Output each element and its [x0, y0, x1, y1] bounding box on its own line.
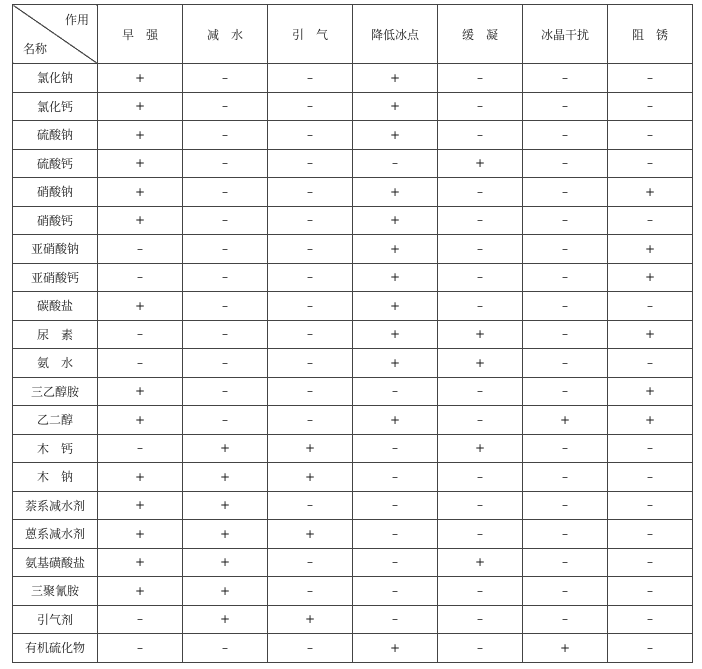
function-mark-cell: –: [608, 520, 693, 549]
table-row: [13, 548, 693, 577]
function-mark-cell: –: [523, 178, 608, 207]
function-mark-cell: –: [523, 149, 608, 178]
function-mark-cell: +: [183, 491, 268, 520]
function-mark-cell: –: [353, 605, 438, 634]
function-mark-cell: –: [608, 206, 693, 235]
function-mark-cell: –: [353, 520, 438, 549]
function-mark-cell: +: [98, 548, 183, 577]
function-mark-cell: –: [523, 605, 608, 634]
function-mark-cell: –: [268, 263, 353, 292]
row-name-cell: 亚硝酸钙: [13, 263, 98, 292]
function-mark-cell: +: [98, 491, 183, 520]
function-mark-cell: –: [183, 178, 268, 207]
function-mark-cell: –: [268, 92, 353, 121]
function-mark-cell: –: [438, 377, 523, 406]
function-mark-cell: –: [523, 463, 608, 492]
function-mark-cell: +: [608, 178, 693, 207]
row-name-cell: 木 钠: [13, 463, 98, 492]
function-mark-cell: –: [268, 235, 353, 264]
column-header: 降低冰点: [353, 5, 438, 64]
function-mark-cell: +: [98, 463, 183, 492]
table-row: [13, 434, 693, 463]
function-mark-cell: +: [353, 292, 438, 321]
function-mark-cell: +: [438, 434, 523, 463]
function-mark-cell: –: [438, 64, 523, 93]
function-mark-cell: –: [268, 292, 353, 321]
function-mark-cell: +: [98, 406, 183, 435]
row-name-cell: 亚硝酸钠: [13, 235, 98, 264]
function-mark-cell: –: [438, 406, 523, 435]
table-row: [13, 235, 693, 264]
function-mark-cell: +: [98, 92, 183, 121]
function-mark-cell: –: [608, 548, 693, 577]
function-mark-cell: –: [523, 263, 608, 292]
row-name-cell: 硝酸钠: [13, 178, 98, 207]
function-mark-cell: –: [438, 263, 523, 292]
function-mark-cell: +: [98, 121, 183, 150]
function-mark-cell: –: [353, 377, 438, 406]
row-name-cell: 引气剂: [13, 605, 98, 634]
row-name-cell: 氯化钙: [13, 92, 98, 121]
row-name-cell: 蒽系减水剂: [13, 520, 98, 549]
function-mark-cell: +: [268, 434, 353, 463]
function-mark-cell: –: [268, 577, 353, 606]
function-mark-cell: +: [98, 178, 183, 207]
function-mark-cell: –: [523, 292, 608, 321]
corner-label-name: 名称: [23, 42, 48, 56]
function-mark-cell: +: [608, 320, 693, 349]
function-mark-cell: –: [98, 349, 183, 378]
function-mark-cell: –: [438, 520, 523, 549]
function-mark-cell: +: [98, 577, 183, 606]
function-mark-cell: –: [268, 178, 353, 207]
function-mark-cell: +: [608, 235, 693, 264]
function-mark-cell: –: [268, 548, 353, 577]
function-mark-cell: –: [268, 377, 353, 406]
function-mark-cell: –: [523, 235, 608, 264]
function-mark-cell: +: [438, 149, 523, 178]
function-mark-cell: –: [438, 463, 523, 492]
function-mark-cell: –: [183, 320, 268, 349]
function-mark-cell: +: [183, 520, 268, 549]
function-mark-cell: –: [608, 64, 693, 93]
function-mark-cell: –: [183, 235, 268, 264]
row-name-cell: 氨 水: [13, 349, 98, 378]
row-name-cell: 氯化钠: [13, 64, 98, 93]
function-mark-cell: +: [608, 263, 693, 292]
table-row: [13, 92, 693, 121]
row-name-cell: 三乙醇胺: [13, 377, 98, 406]
function-mark-cell: +: [183, 434, 268, 463]
function-mark-cell: –: [608, 463, 693, 492]
function-mark-cell: –: [438, 92, 523, 121]
table-row: [13, 605, 693, 634]
function-mark-cell: –: [608, 149, 693, 178]
function-mark-cell: –: [268, 64, 353, 93]
function-mark-cell: +: [438, 548, 523, 577]
function-mark-cell: –: [438, 292, 523, 321]
function-mark-cell: +: [608, 406, 693, 435]
function-mark-cell: +: [353, 92, 438, 121]
function-mark-cell: –: [268, 320, 353, 349]
table-row: [13, 463, 693, 492]
function-mark-cell: –: [183, 349, 268, 378]
function-mark-cell: –: [523, 491, 608, 520]
function-mark-cell: –: [608, 292, 693, 321]
function-mark-cell: +: [438, 320, 523, 349]
column-header: 引 气: [268, 5, 353, 64]
row-name-cell: 氨基磺酸盐: [13, 548, 98, 577]
function-mark-cell: +: [268, 463, 353, 492]
function-mark-cell: +: [353, 64, 438, 93]
row-name-cell: 三聚氰胺: [13, 577, 98, 606]
column-header: 阻 锈: [608, 5, 693, 64]
function-mark-cell: –: [268, 206, 353, 235]
function-mark-cell: +: [183, 605, 268, 634]
function-mark-cell: +: [183, 548, 268, 577]
function-mark-cell: +: [608, 377, 693, 406]
table-row: [13, 292, 693, 321]
function-mark-cell: –: [353, 548, 438, 577]
table-row: [13, 634, 693, 663]
function-mark-cell: –: [438, 121, 523, 150]
function-mark-cell: +: [98, 64, 183, 93]
corner-header-cell: [13, 5, 98, 64]
table-row: [13, 263, 693, 292]
table-row: [13, 349, 693, 378]
function-mark-cell: –: [183, 292, 268, 321]
function-mark-cell: –: [608, 605, 693, 634]
function-mark-cell: +: [268, 520, 353, 549]
table-row: [13, 121, 693, 150]
row-name-cell: 尿 素: [13, 320, 98, 349]
function-mark-cell: –: [438, 206, 523, 235]
function-mark-cell: +: [353, 121, 438, 150]
function-mark-cell: –: [523, 577, 608, 606]
function-mark-cell: –: [183, 64, 268, 93]
function-mark-cell: –: [353, 491, 438, 520]
function-mark-cell: –: [98, 434, 183, 463]
function-mark-cell: –: [608, 121, 693, 150]
function-mark-cell: –: [523, 320, 608, 349]
function-mark-cell: +: [98, 520, 183, 549]
function-mark-cell: –: [183, 92, 268, 121]
row-name-cell: 硝酸钙: [13, 206, 98, 235]
function-mark-cell: –: [523, 206, 608, 235]
table-row: [13, 377, 693, 406]
table-row: [13, 64, 693, 93]
function-mark-cell: +: [353, 406, 438, 435]
function-mark-cell: –: [98, 605, 183, 634]
table-row: [13, 520, 693, 549]
function-mark-cell: –: [608, 349, 693, 378]
function-mark-cell: –: [523, 548, 608, 577]
column-header: 早 强: [98, 5, 183, 64]
function-mark-cell: +: [353, 178, 438, 207]
function-mark-cell: –: [523, 64, 608, 93]
row-name-cell: 木 钙: [13, 434, 98, 463]
function-mark-cell: –: [523, 377, 608, 406]
function-mark-cell: +: [438, 349, 523, 378]
function-mark-cell: –: [268, 406, 353, 435]
function-mark-cell: –: [183, 263, 268, 292]
function-mark-cell: +: [353, 263, 438, 292]
function-mark-cell: +: [523, 406, 608, 435]
function-mark-cell: –: [98, 320, 183, 349]
admixture-function-table: [12, 4, 693, 663]
row-name-cell: 萘系减水剂: [13, 491, 98, 520]
function-mark-cell: –: [183, 406, 268, 435]
function-mark-cell: –: [98, 263, 183, 292]
function-mark-cell: +: [183, 577, 268, 606]
function-mark-cell: –: [268, 349, 353, 378]
header-row: [13, 5, 693, 64]
function-mark-cell: +: [353, 320, 438, 349]
function-mark-cell: –: [438, 235, 523, 264]
function-mark-cell: +: [268, 605, 353, 634]
function-mark-cell: –: [438, 605, 523, 634]
function-mark-cell: +: [353, 206, 438, 235]
function-mark-cell: –: [353, 434, 438, 463]
function-mark-cell: –: [608, 577, 693, 606]
function-mark-cell: –: [608, 434, 693, 463]
column-header: 缓 凝: [438, 5, 523, 64]
function-mark-cell: +: [98, 377, 183, 406]
function-mark-cell: –: [608, 491, 693, 520]
function-mark-cell: –: [353, 149, 438, 178]
column-header: 冰晶干扰: [523, 5, 608, 64]
function-mark-cell: –: [523, 434, 608, 463]
function-mark-cell: –: [183, 377, 268, 406]
table-row: [13, 178, 693, 207]
function-mark-cell: +: [353, 235, 438, 264]
row-name-cell: 硫酸钙: [13, 149, 98, 178]
function-mark-cell: –: [268, 491, 353, 520]
row-name-cell: 乙二醇: [13, 406, 98, 435]
row-name-cell: 碳酸盐: [13, 292, 98, 321]
function-mark-cell: –: [438, 634, 523, 663]
function-mark-cell: +: [98, 292, 183, 321]
function-mark-cell: –: [438, 178, 523, 207]
function-mark-cell: –: [268, 634, 353, 663]
function-mark-cell: –: [523, 520, 608, 549]
function-mark-cell: –: [438, 577, 523, 606]
table-row: [13, 406, 693, 435]
function-mark-cell: +: [353, 634, 438, 663]
function-mark-cell: –: [268, 121, 353, 150]
table-row: [13, 491, 693, 520]
table-row: [13, 320, 693, 349]
function-mark-cell: –: [183, 206, 268, 235]
function-mark-cell: –: [523, 92, 608, 121]
corner-label-function: 作用: [64, 13, 89, 27]
table-body: [13, 64, 693, 663]
function-mark-cell: –: [98, 235, 183, 264]
function-mark-cell: –: [438, 491, 523, 520]
function-mark-cell: –: [183, 121, 268, 150]
function-mark-cell: –: [268, 149, 353, 178]
row-name-cell: 硫酸钠: [13, 121, 98, 150]
row-name-cell: 有机硫化物: [13, 634, 98, 663]
function-mark-cell: –: [353, 463, 438, 492]
table-row: [13, 577, 693, 606]
function-mark-cell: –: [608, 634, 693, 663]
table-row: [13, 206, 693, 235]
function-mark-cell: –: [523, 121, 608, 150]
function-mark-cell: –: [523, 349, 608, 378]
table-row: [13, 149, 693, 178]
function-mark-cell: –: [353, 577, 438, 606]
function-mark-cell: +: [183, 463, 268, 492]
function-mark-cell: –: [98, 634, 183, 663]
function-mark-cell: –: [183, 149, 268, 178]
function-mark-cell: +: [523, 634, 608, 663]
column-header: 减 水: [183, 5, 268, 64]
function-mark-cell: –: [608, 92, 693, 121]
function-mark-cell: +: [98, 149, 183, 178]
function-mark-cell: +: [98, 206, 183, 235]
function-mark-cell: –: [183, 634, 268, 663]
function-mark-cell: +: [353, 349, 438, 378]
